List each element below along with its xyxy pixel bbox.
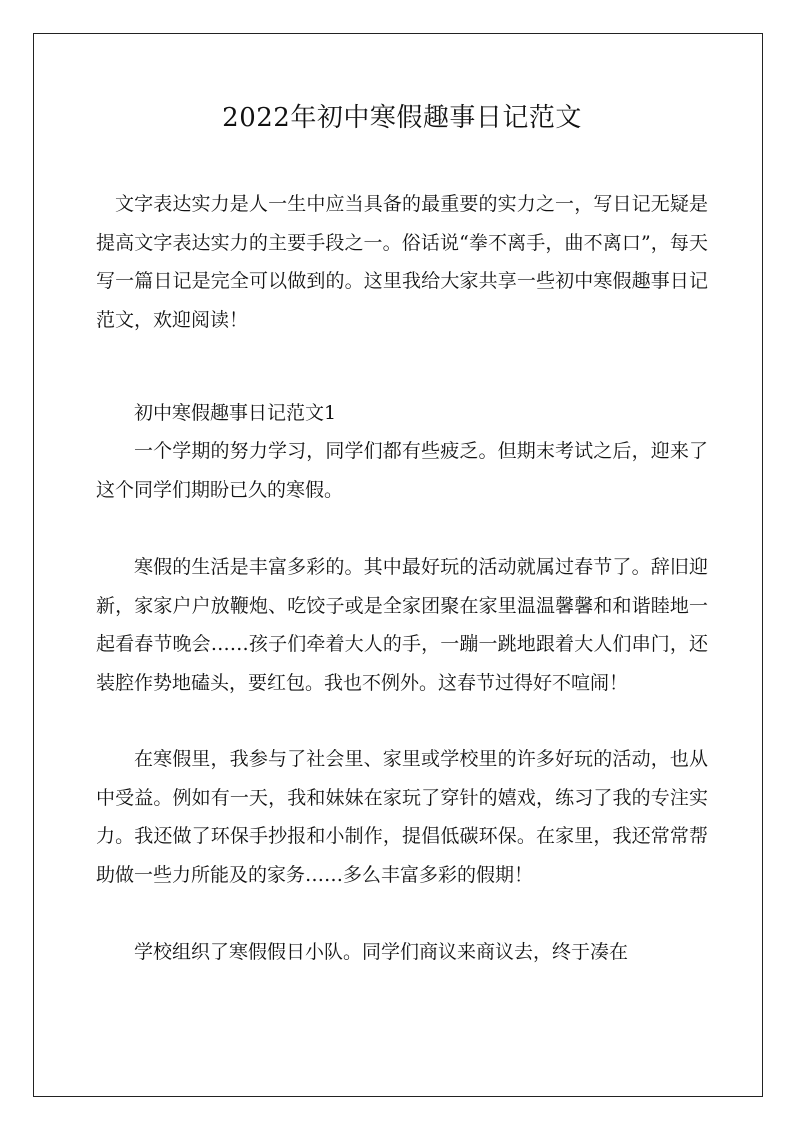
intro-paragraph: 文字表达实力是人一生中应当具备的最重要的实力之一，写日记无疑是提高文字表达实力的主要手段之一。俗话说“拳不离手，曲不离口”，每天写一篇日记是完全可以做到的。这里我给大家共享一些初中寒假趣事日记范文，欢迎阅读！ [96, 193, 708, 331]
section-heading: 初中寒假趣事日记范文1 [134, 402, 337, 424]
document-title: 2022年初中寒假趣事日记范文 [222, 103, 582, 133]
body-paragraph-4: 学校组织了寒假假日小队。同学们商议来商议去，终于凑在 [134, 941, 629, 963]
body-paragraph-2: 寒假的生活是丰富多彩的。其中最好玩的活动就属过春节了。辞旧迎新，家家户户放鞭炮、吃饺子或是全家团聚在家里温温馨馨和和谐睦地一起看春节晚会……孩子们牵着大人的手，一蹦一跳地跟着大人们串门，还装腔作势地磕头，要红包。我也不例外。这春节过得好不喧闹！ [96, 556, 708, 694]
body-paragraph-1: 一个学期的努力学习，同学们都有些疲乏。但期末考试之后，迎来了这个同学们期盼已久的寒假。 [96, 440, 708, 501]
body-paragraph-3: 在寒假里，我参与了社会里、家里或学校里的许多好玩的活动，也从中受益。例如有一天，我和妹妹在家玩了穿针的嬉戏，练习了我的专注实力。我还做了环保手抄报和小制作，提倡低碳环保。在家里，我还常常帮助做一些力所能及的家务……多么丰富多彩的假期！ [96, 748, 708, 886]
